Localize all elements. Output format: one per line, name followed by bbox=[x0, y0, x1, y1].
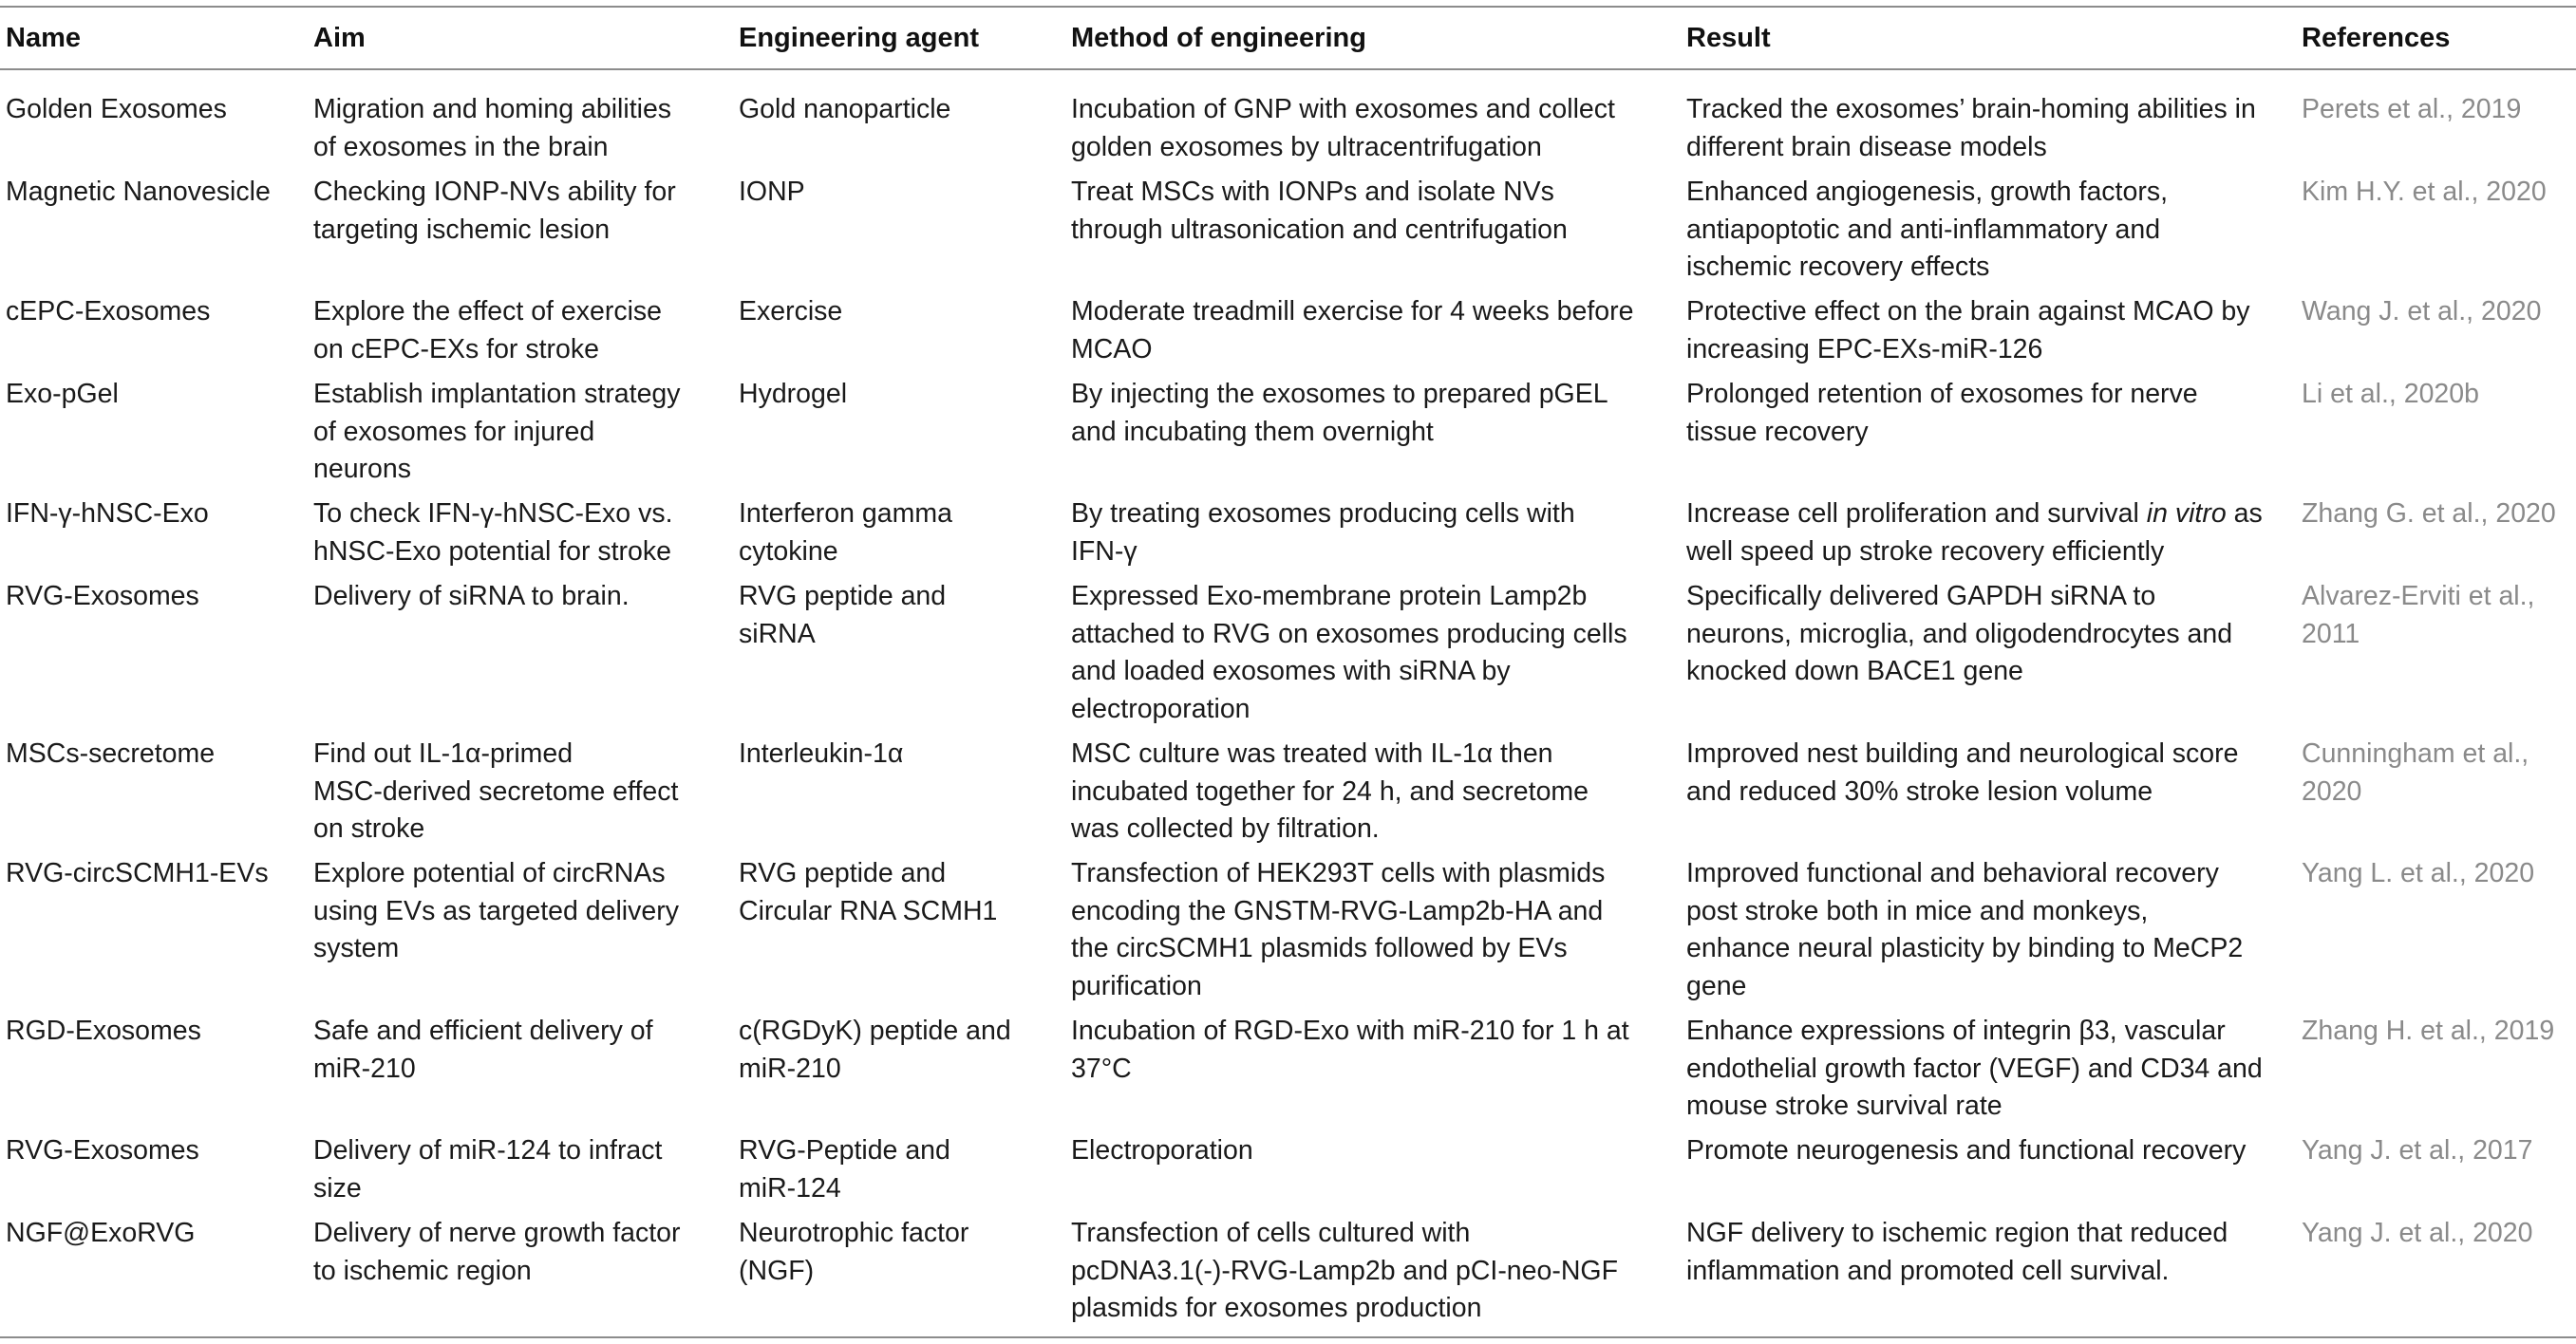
cell-name bbox=[6, 1132, 310, 1170]
cell-line: pcDNA3.1(-)-RVG-Lamp2b and pCI-neo-NGF bbox=[1071, 1255, 1619, 1286]
cell-line: targeting ischemic lesion bbox=[313, 214, 611, 245]
cell-line: Zhang H. et al., 2019 bbox=[2302, 1016, 2555, 1046]
cell-line: Find out IL-1α-primed bbox=[313, 738, 573, 769]
cell-line: the circSCMH1 plasmids followed by EVs bbox=[1071, 933, 1568, 963]
cell-line: Delivery of miR-124 to infract bbox=[313, 1135, 663, 1166]
cell-line: Exo-pGel bbox=[6, 379, 119, 409]
cell-line: Explore the effect of exercise bbox=[313, 296, 663, 327]
cell-line: Hydrogel bbox=[739, 379, 848, 409]
cell-references bbox=[2302, 495, 2572, 533]
cell-line: on stroke bbox=[313, 813, 425, 844]
cell-result bbox=[1686, 293, 2294, 368]
cell-line: MSC culture was treated with IL-1α then bbox=[1071, 738, 1553, 769]
cell-line: Interferon gamma bbox=[739, 498, 952, 529]
cell-line: siRNA bbox=[739, 618, 816, 649]
cell-name bbox=[6, 736, 310, 774]
cell-line: cytokine bbox=[739, 535, 838, 567]
cell-line: Alvarez-Erviti et al., bbox=[2302, 581, 2535, 611]
cell-line: of exosomes for injured bbox=[313, 416, 595, 447]
cell-aim bbox=[313, 495, 731, 570]
cell-aim bbox=[313, 376, 731, 489]
cell-line: gene bbox=[1686, 970, 1747, 1001]
cell-result bbox=[1686, 855, 2294, 1005]
cell-engineering-agent bbox=[739, 293, 1066, 331]
table-header-rule bbox=[0, 68, 2576, 70]
cell-line: By injecting the exosomes to prepared pGEL bbox=[1071, 379, 1608, 409]
cell-method-of-engineering bbox=[1071, 1215, 1679, 1328]
cell-line: incubated together for 24 h, and secretome bbox=[1071, 775, 1589, 807]
cell-line: electroporation bbox=[1071, 693, 1250, 724]
cell-engineering-agent bbox=[739, 1215, 1066, 1290]
cell-line: (NGF) bbox=[739, 1255, 815, 1286]
cell-line: enhance neural plasticity by binding to MeCP2 bbox=[1686, 933, 2244, 963]
cell-line: Perets et al., 2019 bbox=[2302, 94, 2522, 124]
cell-references bbox=[2302, 376, 2572, 414]
cell-line: Protective effect on the brain against MCAO by bbox=[1686, 296, 2250, 327]
cell-result bbox=[1686, 91, 2294, 166]
cell-name bbox=[6, 91, 310, 129]
cell-line: Explore potential of circRNAs bbox=[313, 858, 666, 888]
cell-aim bbox=[313, 736, 731, 849]
cell-line: purification bbox=[1071, 970, 1202, 1001]
cell-line: Moderate treadmill exercise for 4 weeks before bbox=[1071, 296, 1634, 327]
cell-line: post stroke both in mice and monkeys, bbox=[1686, 895, 2149, 926]
cell-engineering-agent bbox=[739, 1132, 1066, 1207]
cell-engineering-agent bbox=[739, 1013, 1066, 1088]
cell-references bbox=[2302, 91, 2572, 129]
cell-aim bbox=[313, 578, 731, 616]
cell-result bbox=[1686, 174, 2294, 287]
cell-line: MSC-derived secretome effect bbox=[313, 775, 679, 807]
cell-line: Enhance expressions of integrin β3, vascular bbox=[1686, 1016, 2226, 1046]
cell-engineering-agent bbox=[739, 91, 1066, 129]
cell-line: Electroporation bbox=[1071, 1135, 1253, 1166]
cell-line: ischemic recovery effects bbox=[1686, 252, 1990, 282]
cell-line: different brain disease models bbox=[1686, 131, 2047, 162]
cell-line: MCAO bbox=[1071, 333, 1153, 364]
cell-aim bbox=[313, 91, 731, 166]
cell-line: attached to RVG on exosomes producing cells bbox=[1071, 618, 1627, 649]
cell-line: plasmids for exosomes production bbox=[1071, 1293, 1482, 1323]
cell-name bbox=[6, 1013, 310, 1051]
cell-line: Exercise bbox=[739, 296, 843, 327]
cell-name bbox=[6, 174, 310, 212]
header-result: Result bbox=[1686, 23, 1771, 53]
cell-line: Increase cell proliferation and survival in vitro as bbox=[1686, 498, 2263, 529]
header-aim: Aim bbox=[313, 23, 366, 53]
cell-engineering-agent bbox=[739, 174, 1066, 212]
cell-result bbox=[1686, 1132, 2294, 1170]
cell-line: Safe and efficient delivery of bbox=[313, 1016, 653, 1046]
cell-method-of-engineering bbox=[1071, 1013, 1679, 1088]
cell-line: Wang J. et al., 2020 bbox=[2302, 296, 2542, 327]
cell-line: RGD-Exosomes bbox=[6, 1016, 201, 1046]
cell-line: Prolonged retention of exosomes for nerve bbox=[1686, 379, 2198, 409]
cell-line: Checking IONP-NVs ability for bbox=[313, 177, 676, 207]
cell-line: Improved functional and behavioral recovery bbox=[1686, 858, 2219, 888]
cell-line: encoding the GNSTM-RVG-Lamp2b-HA and bbox=[1071, 895, 1604, 926]
cell-engineering-agent bbox=[739, 578, 1066, 653]
cell-aim bbox=[313, 174, 731, 249]
cell-line: Yang L. et al., 2020 bbox=[2302, 858, 2535, 888]
cell-result bbox=[1686, 578, 2294, 691]
cell-method-of-engineering bbox=[1071, 174, 1679, 249]
cell-line: IONP bbox=[739, 177, 805, 207]
header-engineering-agent: Engineering agent bbox=[739, 23, 979, 53]
cell-references bbox=[2302, 855, 2572, 893]
cell-line: By treating exosomes producing cells with bbox=[1071, 498, 1575, 529]
cell-name bbox=[6, 376, 310, 414]
cell-line: RVG-circSCMH1-EVs bbox=[6, 858, 269, 888]
cell-line: neurons, microglia, and oligodendrocytes and bbox=[1686, 618, 2233, 649]
cell-line: Magnetic Nanovesicle bbox=[6, 177, 271, 207]
cell-line: Li et al., 2020b bbox=[2302, 379, 2479, 409]
cell-line: Enhanced angiogenesis, growth factors, bbox=[1686, 177, 2168, 207]
cell-line: Migration and homing abilities bbox=[313, 94, 672, 124]
cell-line: Establish implantation strategy bbox=[313, 379, 681, 409]
cell-line: and incubating them overnight bbox=[1071, 416, 1434, 447]
cell-line: well speed up stroke recovery efficiently bbox=[1686, 535, 2165, 567]
cell-result bbox=[1686, 1215, 2294, 1290]
cell-line: through ultrasonication and centrifugation bbox=[1071, 214, 1568, 245]
cell-line: Gold nanoparticle bbox=[739, 94, 951, 124]
cell-aim bbox=[313, 1132, 731, 1207]
cell-engineering-agent bbox=[739, 855, 1066, 930]
cell-references bbox=[2302, 174, 2572, 212]
cell-line: and reduced 30% stroke lesion volume bbox=[1686, 775, 2153, 807]
cell-line: Delivery of siRNA to brain. bbox=[313, 581, 630, 611]
cell-line: Transfection of cells cultured with bbox=[1071, 1218, 1471, 1248]
cell-line: 37°C bbox=[1071, 1053, 1132, 1084]
cell-name bbox=[6, 855, 310, 893]
cell-line: Neurotrophic factor bbox=[739, 1218, 969, 1248]
cell-method-of-engineering bbox=[1071, 376, 1679, 451]
cell-line: RVG-Peptide and bbox=[739, 1135, 950, 1166]
cell-line: Zhang G. et al., 2020 bbox=[2302, 498, 2556, 529]
cell-line: using EVs as targeted delivery bbox=[313, 895, 679, 926]
cell-line: NGF delivery to ischemic region that reduced bbox=[1686, 1218, 2228, 1248]
cell-line: IFN-γ bbox=[1071, 535, 1138, 567]
cell-line: Cunningham et al., bbox=[2302, 738, 2529, 769]
cell-aim bbox=[313, 855, 731, 968]
table-top-rule bbox=[0, 6, 2576, 8]
cell-result bbox=[1686, 1013, 2294, 1126]
cell-line: 2020 bbox=[2302, 775, 2362, 807]
cell-line: c(RGDyK) peptide and bbox=[739, 1016, 1011, 1046]
cell-line: system bbox=[313, 933, 400, 963]
cell-line: knocked down BACE1 gene bbox=[1686, 656, 2023, 686]
cell-line: tissue recovery bbox=[1686, 416, 1869, 447]
cell-name bbox=[6, 293, 310, 331]
cell-line: Specifically delivered GAPDH siRNA to bbox=[1686, 581, 2156, 611]
cell-aim bbox=[313, 293, 731, 368]
cell-aim bbox=[313, 1013, 731, 1088]
cell-line: cEPC-Exosomes bbox=[6, 296, 211, 327]
cell-method-of-engineering bbox=[1071, 293, 1679, 368]
cell-line: RVG peptide and bbox=[739, 581, 947, 611]
cell-line: Improved nest building and neurological score bbox=[1686, 738, 2239, 769]
cell-line: Golden Exosomes bbox=[6, 94, 227, 124]
cell-line: miR-210 bbox=[313, 1053, 416, 1084]
cell-references bbox=[2302, 1132, 2572, 1170]
cell-engineering-agent bbox=[739, 736, 1066, 774]
cell-result bbox=[1686, 376, 2294, 451]
cell-line: MSCs-secretome bbox=[6, 738, 216, 769]
cell-line: miR-124 bbox=[739, 1172, 841, 1204]
cell-line: was collected by filtration. bbox=[1071, 813, 1380, 844]
header-references: References bbox=[2302, 23, 2451, 53]
cell-line: neurons bbox=[313, 454, 411, 484]
cell-line: To check IFN-γ-hNSC-Exo vs. bbox=[313, 498, 673, 529]
cell-references bbox=[2302, 736, 2572, 811]
cell-line: on cEPC-EXs for stroke bbox=[313, 333, 599, 364]
cell-references bbox=[2302, 578, 2572, 653]
cell-line: Delivery of nerve growth factor bbox=[313, 1218, 681, 1248]
cell-line: Interleukin-1α bbox=[739, 738, 904, 769]
cell-line: and loaded exosomes with siRNA by bbox=[1071, 656, 1511, 686]
cell-line: to ischemic region bbox=[313, 1255, 532, 1286]
cell-line: size bbox=[313, 1172, 362, 1204]
cell-method-of-engineering bbox=[1071, 91, 1679, 166]
cell-line: Yang J. et al., 2020 bbox=[2302, 1218, 2533, 1248]
cell-line: hNSC-Exo potential for stroke bbox=[313, 535, 671, 567]
cell-line: NGF@ExoRVG bbox=[6, 1218, 196, 1248]
cell-result bbox=[1686, 736, 2294, 811]
cell-line: Expressed Exo-membrane protein Lamp2b bbox=[1071, 581, 1588, 611]
cell-references bbox=[2302, 1215, 2572, 1253]
cell-line: inflammation and promoted cell survival. bbox=[1686, 1255, 2170, 1286]
cell-engineering-agent bbox=[739, 495, 1066, 570]
cell-line: miR-210 bbox=[739, 1053, 841, 1084]
cell-line: Incubation of RGD-Exo with miR-210 for 1 h at bbox=[1071, 1016, 1629, 1046]
cell-line: Transfection of HEK293T cells with plasmids bbox=[1071, 858, 1606, 888]
cell-line: Circular RNA SCMH1 bbox=[739, 895, 998, 926]
cell-line: increasing EPC-EXs-miR-126 bbox=[1686, 333, 2043, 364]
cell-line: Treat MSCs with IONPs and isolate NVs bbox=[1071, 177, 1554, 207]
cell-line: Yang J. et al., 2017 bbox=[2302, 1135, 2533, 1166]
cell-line: Promote neurogenesis and functional recovery bbox=[1686, 1135, 2247, 1166]
cell-name bbox=[6, 578, 310, 616]
cell-line: endothelial growth factor (VEGF) and CD34 and bbox=[1686, 1053, 2263, 1084]
table-bottom-rule bbox=[0, 1336, 2576, 1338]
cell-line: of exosomes in the brain bbox=[313, 131, 609, 162]
cell-aim bbox=[313, 1215, 731, 1290]
cell-method-of-engineering bbox=[1071, 495, 1679, 570]
cell-line: 2011 bbox=[2302, 618, 2360, 649]
cell-engineering-agent bbox=[739, 376, 1066, 414]
cell-line: IFN-γ-hNSC-Exo bbox=[6, 498, 209, 529]
cell-line: antiapoptotic and anti-inflammatory and bbox=[1686, 214, 2161, 245]
cell-method-of-engineering bbox=[1071, 1132, 1679, 1170]
cell-line: RVG-Exosomes bbox=[6, 581, 199, 611]
cell-method-of-engineering bbox=[1071, 578, 1679, 728]
cell-method-of-engineering bbox=[1071, 855, 1679, 1005]
cell-method-of-engineering bbox=[1071, 736, 1679, 849]
cell-references bbox=[2302, 1013, 2572, 1051]
header-method-of-engineering: Method of engineering bbox=[1071, 23, 1366, 53]
cell-line: Incubation of GNP with exosomes and collect bbox=[1071, 94, 1615, 124]
cell-result bbox=[1686, 495, 2294, 570]
cell-line: mouse stroke survival rate bbox=[1686, 1091, 2003, 1121]
cell-references bbox=[2302, 293, 2572, 331]
cell-line: RVG peptide and bbox=[739, 858, 947, 888]
cell-line: Tracked the exosomes’ brain-homing abilities in bbox=[1686, 94, 2256, 124]
header-name: Name bbox=[6, 23, 81, 53]
cell-line: golden exosomes by ultracentrifugation bbox=[1071, 131, 1542, 162]
cell-line: RVG-Exosomes bbox=[6, 1135, 199, 1166]
cell-name bbox=[6, 495, 310, 533]
cell-name bbox=[6, 1215, 310, 1253]
cell-line: Kim H.Y. et al., 2020 bbox=[2302, 177, 2547, 207]
